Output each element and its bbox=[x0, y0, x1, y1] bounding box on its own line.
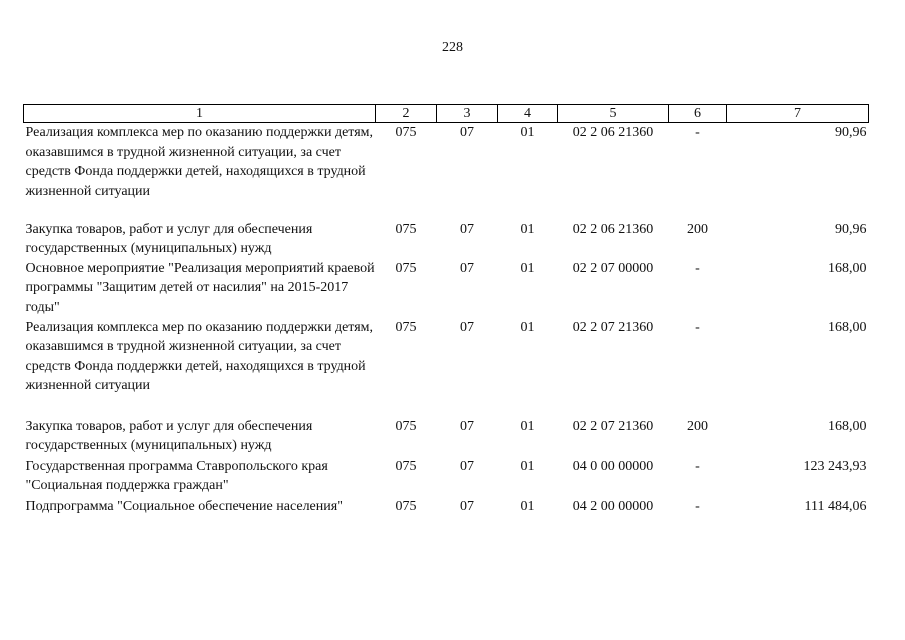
table-row bbox=[24, 457, 869, 497]
row-expense-type: - bbox=[695, 319, 700, 335]
header-col-5: 5 bbox=[558, 105, 669, 123]
row-subsection: 01 bbox=[520, 319, 535, 335]
table-row bbox=[24, 497, 869, 521]
row-expense-type: 200 bbox=[687, 418, 708, 434]
row-expense-type: - bbox=[695, 260, 700, 276]
header-col-7: 7 bbox=[727, 105, 869, 123]
row-expense-type: - bbox=[695, 125, 700, 140]
row-ministry: 075 bbox=[395, 221, 417, 237]
table-row bbox=[24, 318, 869, 417]
row-description: Государственная программа Ставропольского края "Социальная поддержка граждан" bbox=[25, 458, 328, 493]
row-subsection: 01 bbox=[520, 458, 535, 474]
row-subsection: 01 bbox=[520, 498, 535, 514]
page-number: 228 bbox=[442, 40, 463, 55]
row-section: 07 bbox=[460, 458, 474, 474]
row-target: 04 0 00 00000 bbox=[572, 458, 654, 474]
row-ministry: 075 bbox=[395, 125, 417, 140]
header-col-3: 3 bbox=[437, 105, 498, 123]
row-section: 07 bbox=[460, 319, 474, 335]
row-section: 07 bbox=[460, 221, 474, 237]
row-subsection: 01 bbox=[520, 221, 535, 237]
row-expense-type: - bbox=[695, 498, 700, 514]
row-expense-type: 200 bbox=[687, 221, 708, 237]
table-row bbox=[24, 220, 869, 259]
row-subsection: 01 bbox=[520, 260, 535, 276]
row-ministry: 075 bbox=[395, 458, 417, 474]
row-description: Закупка товаров, работ и услуг для обеспечения государственных (муниципальных) нужд bbox=[25, 418, 313, 453]
row-ministry: 075 bbox=[395, 418, 417, 434]
row-target: 04 2 00 00000 bbox=[572, 498, 654, 514]
table-row bbox=[24, 417, 869, 457]
table-body bbox=[24, 123, 869, 521]
row-description: Закупка товаров, работ и услуг для обеспечения государственных (муниципальных) нужд bbox=[25, 221, 313, 256]
row-section: 07 bbox=[460, 498, 474, 514]
row-amount: 111 484,06 bbox=[804, 498, 867, 514]
header-col-1: 1 bbox=[24, 105, 376, 123]
row-ministry: 075 bbox=[395, 319, 417, 335]
row-description: Основное мероприятие "Реализация мероприятий краевой программы "Защитим детей от насилия" на 2015-2017 годы" bbox=[25, 260, 375, 315]
row-ministry: 075 bbox=[395, 498, 417, 514]
table-header bbox=[24, 105, 869, 123]
row-amount: 90,96 bbox=[835, 125, 867, 140]
row-expense-type: - bbox=[695, 458, 700, 474]
header-col-6: 6 bbox=[669, 105, 727, 123]
row-target: 02 2 06 21360 bbox=[572, 125, 654, 140]
row-amount: 90,96 bbox=[835, 221, 867, 237]
header-col-2: 2 bbox=[376, 105, 437, 123]
row-target: 02 2 07 21360 bbox=[572, 319, 654, 335]
row-section: 07 bbox=[460, 418, 474, 434]
row-amount: 123 243,93 bbox=[803, 458, 867, 474]
table-row bbox=[24, 259, 869, 318]
row-amount: 168,00 bbox=[828, 319, 867, 335]
row-section: 07 bbox=[460, 125, 474, 140]
row-target: 02 2 07 00000 bbox=[572, 260, 654, 276]
row-description: Реализация комплекса мер по оказанию поддержки детям, оказавшимся в трудной жизненной ситуации, за счет средств Фонда поддержки детей, находящихся в трудной жизненной ситуации bbox=[25, 125, 374, 199]
row-subsection: 01 bbox=[520, 418, 535, 434]
row-description: Реализация комплекса мер по оказанию поддержки детям, оказавшимся в трудной жизненной ситуации, за счет средств Фонда поддержки детей, находящихся в трудной жизненной ситуации bbox=[25, 319, 374, 393]
row-amount: 168,00 bbox=[828, 260, 867, 276]
row-subsection: 01 bbox=[520, 125, 535, 140]
row-description: Подпрограмма "Социальное обеспечение населения" bbox=[25, 498, 343, 514]
row-target: 02 2 06 21360 bbox=[572, 221, 654, 237]
header-row bbox=[24, 105, 869, 123]
row-target: 02 2 07 21360 bbox=[572, 418, 654, 434]
budget-table bbox=[23, 104, 869, 521]
row-ministry: 075 bbox=[395, 260, 417, 276]
table-row bbox=[24, 123, 869, 220]
header-col-4: 4 bbox=[498, 105, 558, 123]
row-section: 07 bbox=[460, 260, 474, 276]
row-amount: 168,00 bbox=[828, 418, 867, 434]
